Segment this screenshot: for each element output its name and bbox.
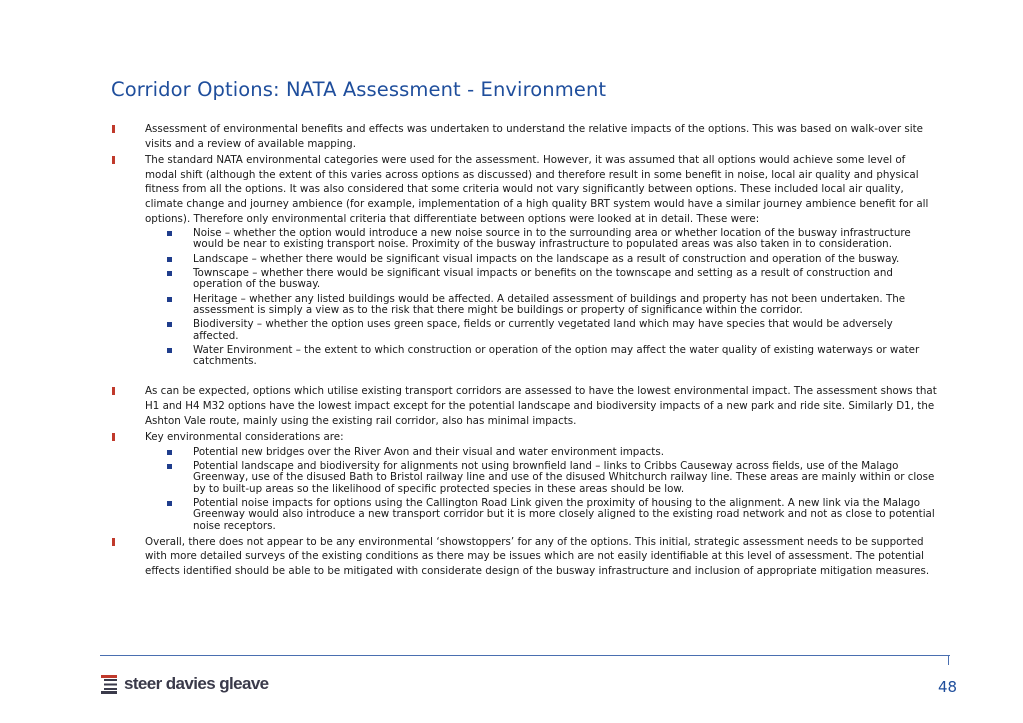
bullet-text: Overall, there does not appear to be any environmental ‘showstoppers’ for any of the options. This initial, strategic assessment needs to be supported with more detailed surveys of the existing conditions as there may be issues which are not easily identifiable at this level of assessment. The potential effects identified should be able to be mitigated with considerate design of the busway infrastructure and inclusion of appropriate mitigation measures.	[145, 535, 930, 578]
sub-bullet-marker	[167, 271, 172, 276]
bullet-text: Assessment of environmental benefits and effects was undertaken to understand the relative impacts of the options. This was based on walk-over site visits and a review of available mapping.	[145, 123, 923, 150]
sub-bullet-item	[145, 294, 940, 317]
sub-bullet-item	[145, 461, 940, 495]
sub-bullet-marker	[167, 450, 172, 455]
bullet-marker	[112, 433, 115, 441]
bullet-marker	[112, 125, 115, 133]
bullet-text: As can be expected, options which utilise existing transport corridors are assessed to have the lowest environmental impact. The assessment shows that H1 and H4 M32 options have the lowest impact except for the potential landscape and biodiversity impacts of a new park and ride site. Similarly D1, the Ashton Vale route, mainly using the existing rail corridor, also has minimal impacts.	[145, 385, 937, 427]
company-logo	[101, 673, 269, 695]
bullet-marker	[112, 538, 115, 546]
sub-bullet-text: Potential noise impacts for options using the Callington Road Link given the proximity of housing to the alignment. A new link via the Malago Greenway would also introduce a new transport corridor but it is more closely aligned to the existing road network and not as close to potential noise receptors.	[193, 496, 935, 532]
logo-mark-icon	[101, 675, 117, 694]
bullet-item	[108, 430, 940, 445]
sub-bullet-item	[145, 447, 940, 458]
sub-bullet-text: Noise – whether the option would introduce a new noise source in to the surrounding area or whether location of the busway infrastructure would be near to existing transport noise. Proximity of the busway infrastructure to populated areas was also taken in to consideration.	[193, 227, 911, 251]
bullet-text: Key environmental considerations are:	[145, 431, 344, 444]
bullet-marker	[112, 387, 115, 395]
footer-divider-tick	[948, 655, 949, 665]
page-number: 48	[938, 678, 958, 696]
sub-bullet-text: Landscape – whether there would be significant visual impacts on the landscape as a result of construction and operation of the busway.	[193, 252, 900, 265]
sub-bullet-text: Potential landscape and biodiversity for alignments not using brownfield land – links to Cribbs Causeway across fields, use of the Malago Greenway, use of the disused Bath to Bristol railway line and use of the disused Whitchurch railway line. These areas are mainly within or close by to built-up areas so the likelihood of specific protected species in these areas should be low.	[193, 460, 935, 495]
sub-bullet-item	[145, 268, 940, 291]
sub-bullet-marker	[167, 464, 172, 469]
sub-bullet-marker	[167, 348, 172, 353]
page-title: Corridor Options: NATA Assessment - Environment	[111, 78, 607, 101]
sub-bullet-item	[145, 228, 940, 251]
bullet-marker	[112, 156, 115, 164]
sub-bullet-item	[145, 254, 940, 265]
slide-body	[108, 122, 940, 581]
sub-bullet-list	[145, 228, 940, 367]
sub-bullet-text: Biodiversity – whether the option uses green space, fields or currently vegetated land which may have species that would be adversely affected.	[193, 318, 893, 342]
bullet-text: The standard NATA environmental categories were used for the assessment. However, it was assumed that all options would achieve some level of modal shift (although the extent of this varies across options as discussed) and therefore result in some benefit in noise, local air quality and physical fitness from all the options. It was also considered that some criteria would not vary significantly between options. These included local air quality, climate change and journey ambience (for example, implementation of a high quality BRT system would have a similar journey ambience benefit for all options). Therefore only environmental criteria that differentiate between options were looked at in detail. These were:	[145, 154, 929, 225]
sub-bullet-text: Heritage – whether any listed buildings would be affected. A detailed assessment of buildings and property has not been undertaken. The assessment is simply a view as to the risk that there might be buildings or property of significance within the corridor.	[193, 292, 906, 316]
bullet-item	[108, 122, 940, 151]
sub-bullet-marker	[167, 322, 172, 327]
sub-bullet-text: Water Environment – the extent to which construction or operation of the option may affect the water quality of existing waterways or water catchments.	[193, 343, 920, 368]
logo-text: steer davies gleave	[124, 674, 269, 693]
sub-bullet-marker	[167, 257, 172, 262]
bullet-item	[108, 535, 940, 579]
sub-bullet-text: Townscape – whether there would be significant visual impacts or benefits on the townscape and setting as a result of construction and operation of the busway.	[193, 267, 893, 291]
bullet-item	[108, 153, 940, 226]
sub-bullet-text: Potential new bridges over the River Avon and their visual and water environment impacts.	[193, 445, 664, 458]
bullet-item	[108, 384, 940, 428]
sub-bullet-item	[145, 498, 940, 532]
sub-bullet-item	[145, 345, 940, 368]
sub-bullet-item	[145, 319, 940, 342]
sub-bullet-marker	[167, 231, 172, 236]
sub-bullet-list	[145, 447, 940, 532]
sub-bullet-marker	[167, 297, 172, 302]
footer-divider	[100, 655, 950, 656]
sub-bullet-marker	[167, 501, 172, 506]
paragraph-spacer	[108, 370, 940, 384]
